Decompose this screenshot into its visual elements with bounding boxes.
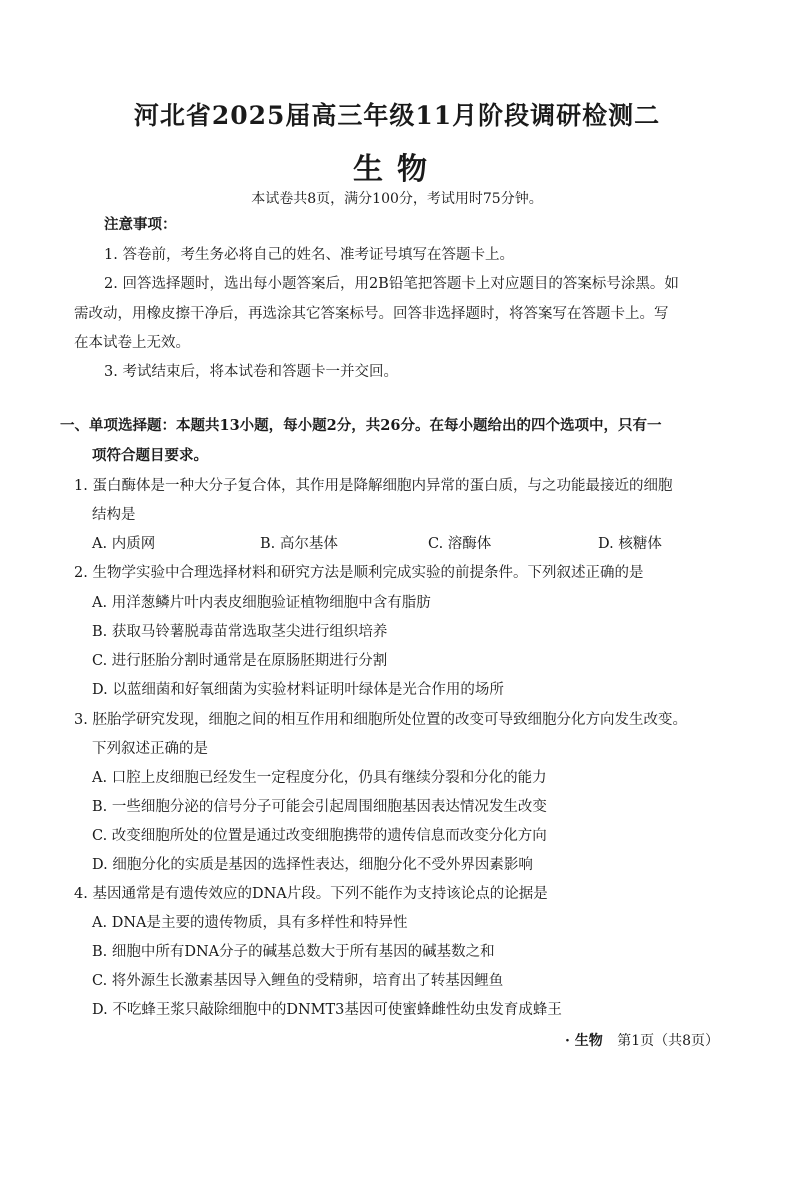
q1-stem-line-2: 结构是 bbox=[92, 507, 136, 523]
q3-option-a: A. 口腔上皮细胞已经发生一定程度分化，仍具有继续分裂和分化的能力 bbox=[92, 770, 547, 786]
q3-stem-line-1: 3. 胚胎学研究发现，细胞之间的相互作用和细胞所处位置的改变可导致细胞分化方向发生改变。 bbox=[74, 712, 687, 728]
q2-option-b: B. 获取马铃薯脱毒苗常选取茎尖进行组织培养 bbox=[92, 624, 388, 640]
page-footer bbox=[565, 1030, 719, 1050]
q1-options bbox=[92, 534, 692, 554]
notice-item-2-line-1: 2. 回答选择题时，选出每小题答案后，用2B铅笔把答题卡上对应题目的答案标号涂黑。如 bbox=[104, 276, 679, 292]
exam-meta: 本试卷共8页，满分100分，考试用时75分钟。 bbox=[251, 191, 543, 207]
q1-option-d: D. 核糖体 bbox=[598, 536, 662, 552]
notice-item-1: 1. 答卷前，考生务必将自己的姓名、准考证号填写在答题卡上。 bbox=[104, 247, 514, 263]
q3-option-c: C. 改变细胞所处的位置是通过改变细胞携带的遗传信息而改变分化方向 bbox=[92, 828, 547, 844]
q3-stem-line-2: 下列叙述正确的是 bbox=[92, 741, 208, 757]
q3-option-d: D. 细胞分化的实质是基因的选择性表达，细胞分化不受外界因素影响 bbox=[92, 857, 533, 873]
subject-title: 生物 bbox=[353, 152, 441, 187]
notice-item-2-line-3: 在本试卷上无效。 bbox=[74, 335, 190, 351]
q4-option-b: B. 细胞中所有DNA分子的碱基总数大于所有基因的碱基数之和 bbox=[92, 944, 495, 960]
footer-subject: · 生物 bbox=[565, 1033, 603, 1049]
q3-option-b: B. 一些细胞分泌的信号分子可能会引起周围细胞基因表达情况发生改变 bbox=[92, 799, 547, 815]
q1-option-b: B. 高尔基体 bbox=[260, 536, 338, 552]
section-heading-line-2: 项符合题目要求。 bbox=[92, 447, 208, 464]
q2-stem: 2. 生物学实验中合理选择材料和研究方法是顺利完成实验的前提条件。下列叙述正确的是 bbox=[74, 565, 644, 581]
notice-item-3: 3. 考试结束后，将本试卷和答题卡一并交回。 bbox=[104, 364, 398, 380]
q4-stem: 4. 基因通常是有遗传效应的DNA片段。下列不能作为支持该论点的论据是 bbox=[74, 886, 548, 902]
q4-option-a: A. DNA是主要的遗传物质，具有多样性和特异性 bbox=[92, 915, 408, 931]
notice-heading: 注意事项： bbox=[104, 216, 177, 233]
notice-item-2-line-2: 需改动，用橡皮擦干净后，再选涂其它答案标号。回答非选择题时，将答案写在答题卡上。写 bbox=[74, 306, 669, 322]
q2-option-a: A. 用洋葱鳞片叶内表皮细胞验证植物细胞中含有脂肪 bbox=[92, 595, 431, 611]
footer-page-number: 第1页（共8页） bbox=[617, 1033, 720, 1049]
q4-option-c: C. 将外源生长激素基因导入鲤鱼的受精卵，培育出了转基因鲤鱼 bbox=[92, 973, 504, 989]
q2-option-c: C. 进行胚胎分割时通常是在原肠胚期进行分割 bbox=[92, 653, 388, 669]
q4-option-d: D. 不吃蜂王浆只敲除细胞中的DNMT3基因可使蜜蜂雌性幼虫发育成蜂王 bbox=[92, 1002, 562, 1018]
q2-option-d: D. 以蓝细菌和好氧细菌为实验材料证明叶绿体是光合作用的场所 bbox=[92, 682, 504, 698]
section-heading-line-1: 一、单项选择题：本题共13小题，每小题2分，共26分。在每小题给出的四个选项中，只有一 bbox=[60, 417, 662, 434]
q1-stem-line-1: 1. 蛋白酶体是一种大分子复合体，其作用是降解细胞内异常的蛋白质，与之功能最接近的细胞 bbox=[74, 478, 673, 494]
exam-title: 河北省2025届高三年级11月阶段调研检测二 bbox=[133, 101, 661, 130]
q1-option-c: C. 溶酶体 bbox=[428, 536, 492, 552]
q1-option-a: A. 内质网 bbox=[92, 536, 156, 552]
